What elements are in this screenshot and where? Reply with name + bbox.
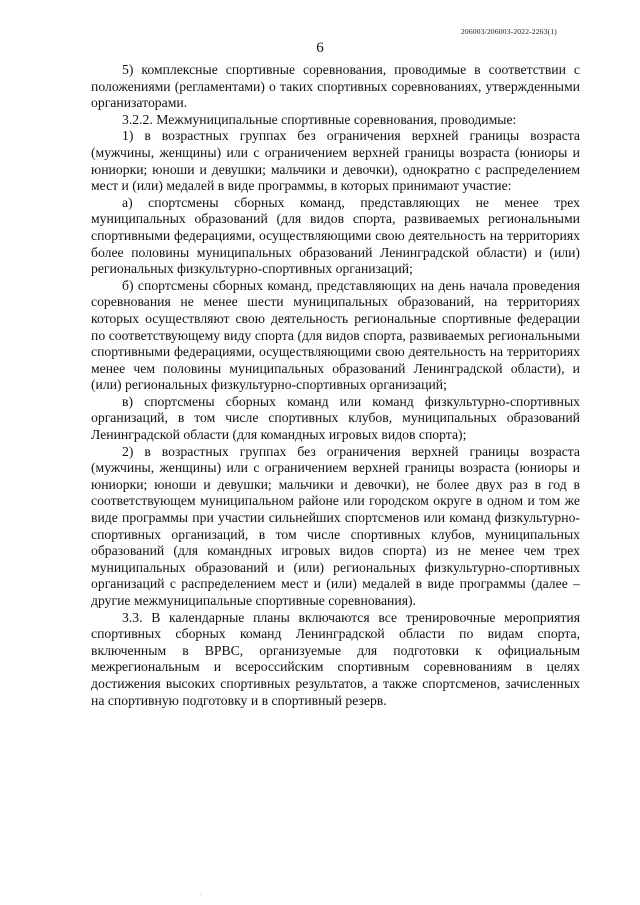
scan-mark: . xyxy=(200,888,202,897)
paragraph-3-3: 3.3. В календарные планы включаются все тренировочные мероприятия спортивных сборных команд Ленинградской области по видам спорта, включенным в ВРВС, организуемые для подготовки к официальным межрегиональным и всероссийским спортивным соревнованиям в целях достижения высоких спортивных результатов, а также спортсменов, зачисленных на спортивную подготовку и в спортивный резерв. xyxy=(91,609,580,708)
paragraph-item-1: 1) в возрастных группах без ограничения верхней границы возраста (мужчины, женщины) или с ограничением верхней границы возраста (юниоры и юниорки; юноши и девушки; мальчики и девочки), однократно с распределением мест и (или) медалей в виде программы, в которых принимают участие: xyxy=(91,128,580,194)
document-code: 206003/206003-2022-2263(1) xyxy=(460,27,557,36)
paragraph-subitem-a: а) спортсмены сборных команд, представляющих не менее трех муниципальных образований (для видов спорта, развиваемых региональными спортивными федерациями, осуществляющими свою деятельность на территориях более половины муниципальных образований Ленинградской области) и (или) региональных физкультурно-спортивных организаций; xyxy=(91,194,580,277)
page-number: 6 xyxy=(316,40,324,56)
paragraph-subitem-v: в) спортсмены сборных команд или команд физкультурно-спортивных организаций, в том числе спортивных клубов, муниципальных образований Ленинградской области (для командных игровых видов спорта); xyxy=(91,393,580,443)
paragraph-3-2-2: 3.2.2. Межмуниципальные спортивные соревнования, проводимые: xyxy=(122,111,517,127)
paragraph-subitem-b: б) спортсмены сборных команд, представляющих на день начала проведения соревнования не менее шести муниципальных образований, на территориях которых осуществляют свою деятельность региональные спортивные федерации по соответствующему виду спорта (для видов спорта, развиваемых региональными спортивными федерациями, осуществляющими свою деятельность на территориях менее чем половины муниципальных образований Ленинградской области), и (или) региональных физкультурно-спортивных организаций; xyxy=(91,277,580,393)
paragraph-item-5: 5) комплексные спортивные соревнования, проводимые в соответствии с положениями (регламентами) о таких спортивных соревнованиях, утвержденными организаторами. xyxy=(91,62,580,111)
paragraph-item-2: 2) в возрастных группах без ограничения верхней границы возраста (мужчины, женщины) или с ограничением верхней границы возраста (юниоры и юниорки; юноши и девушки; мальчики и девочки), не более двух раз в год в соответствующем муниципальном районе или городском округе в одном и том же виде программы при участии сильнейших спортсменов или команд физкультурно-спортивных организаций, в том числе спортивных клубов, муниципальных образований (для командных игровых видов спорта) из не менее чем трех муниципальных образований и (или) региональных физкультурно-спортивных организаций с распределением мест и (или) медалей в виде программы (далее – другие межмуниципальные спортивные соревнования). xyxy=(91,443,580,608)
document-body xyxy=(91,62,580,709)
